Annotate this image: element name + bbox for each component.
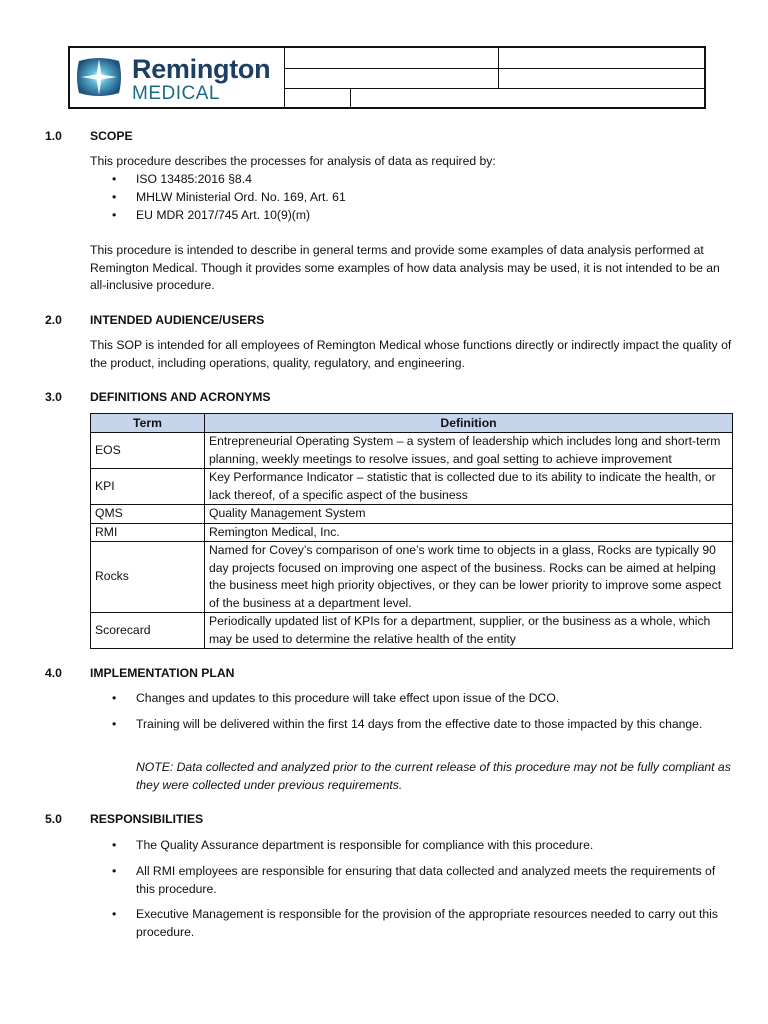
table-row — [91, 523, 733, 542]
term-cell: EOS — [91, 433, 205, 469]
document-header — [68, 46, 706, 109]
definition-cell: Entrepreneurial Operating System – a system of leadership which includes long and short-term planning, weekly meetings to resolve issues, and goal setting to achieve improvement — [205, 433, 733, 469]
implementation-note: NOTE: Data collected and analyzed prior to the current release of this procedure may not be fully compliant as they were collected under previous requirements. — [136, 760, 731, 792]
column-header-definition: Definition — [205, 414, 733, 433]
table-row — [91, 613, 733, 649]
header-grid-line — [350, 88, 351, 107]
header-grid-line — [284, 88, 704, 89]
section-title: DEFINITIONS AND ACRONYMS — [90, 390, 271, 404]
term-cell: Scorecard — [91, 613, 205, 649]
definition-cell: Quality Management System — [205, 505, 733, 524]
table-row — [91, 469, 733, 505]
table-row — [91, 433, 733, 469]
section-number: 3.0 — [45, 390, 62, 404]
column-header-term: Term — [91, 414, 205, 433]
logo-wordmark-secondary: MEDICAL — [132, 83, 220, 104]
definitions-table — [90, 413, 733, 649]
bullet-icon: • — [112, 691, 117, 705]
table-header-row — [91, 414, 733, 433]
section-number: 1.0 — [45, 129, 62, 143]
definition-cell: Periodically updated list of KPIs for a department, supplier, or the business as a whole, which may be used to determine the relative health of the entity — [205, 613, 733, 649]
bullet-icon: • — [112, 190, 117, 204]
bullet-icon: • — [112, 838, 117, 852]
term-cell: QMS — [91, 505, 205, 524]
definition-cell: Key Performance Indicator – statistic that is collected due to its ability to indicate the health, or lack thereof, of a specific aspect of the business — [205, 469, 733, 505]
bullet-icon: • — [112, 172, 117, 186]
header-grid-line — [498, 68, 499, 88]
table-row — [91, 505, 733, 524]
document-page: Remington MEDICAL 1.0 SCOPE This procedure describes the processes for analysis of data as required by: • ISO 13485:2016 §8.4 • MHLW Ministerial Ord. No. 169, Art. 61 • EU MDR 2017/745 Art. 10(9)(m) This procedure is intended to describe in general terms and provide some examples of data analysis performed at Remington Medical. Though it provides some examples of how data analysis may be used, it is not intended to be an all-inclusive procedure. 2.0 INTENDED AUDIENCE/USERS This SOP is intended for all employees of Remington Medical whose functions directly or indirectly impact the quality of the product, including operations, quality, regulatory, and engineering. 3.0 DEFINITIONS AND ACRONYMS Term Definition EOS Entrepreneurial Operating System – a system of leadership which includes long and short-term planning, weekly meetings to resolve issues, and goal setting to achieve improvement KPI Key Performance Indicator – statistic that is collected due to its ability to indicate the health, or lack thereof, of a specific aspect of the business QMS Quality Management System RMI Remington Medical, Inc. Rocks Named for Covey’s comparison of one’s work time to objects in a glass, Rocks are typically 90 day projects focused on improving one aspect of the business. Rocks can be aimed at helping the business meet high priority objectives, or they can be lower priority to improve some aspect of the business at a department level. Scorecard Periodically updated list of KPIs for a department, supplier, or the business as a whole, which may be used to determine the relative health of the entity 4.0 IMPLEMENTATION PLAN • Changes and updates to this procedure will take effect upon issue of the DCO. • Training will be delivered within the first 14 days from the effective date to those impacted by this change. NOTE: Data collected and analyzed prior to the current release of this procedure may not be fully compliant as they were collected under previous requirements. 5.0 RESPONSIBILITIES • The Quality Assurance department is responsible for compliance with this procedure. • All RMI employees are responsible for ensuring that data collected and analyzed meets the requirements of this procedure. • Executive Management is responsible for the provision of the appropriate resources needed to carry out this procedure. — [0, 0, 768, 1024]
section-number: 4.0 — [45, 666, 62, 680]
section-title: RESPONSIBILITIES — [90, 812, 204, 826]
definition-cell: Named for Covey’s comparison of one’s work time to objects in a glass, Rocks are typically 90 day projects focused on improving one aspect of the business. Rocks can be aimed at helping the business meet high priority objectives, or they can be lower priority to improve some aspect of the business at a department level. — [205, 542, 733, 613]
term-cell: KPI — [91, 469, 205, 505]
bullet-icon: • — [112, 864, 117, 878]
term-cell: RMI — [91, 523, 205, 542]
section-number: 5.0 — [45, 812, 62, 826]
header-grid-line — [498, 48, 499, 68]
bullet-icon: • — [112, 907, 117, 921]
company-logo — [70, 48, 285, 107]
section-title: INTENDED AUDIENCE/USERS — [90, 313, 265, 327]
term-cell: Rocks — [91, 542, 205, 613]
definition-cell: Remington Medical, Inc. — [205, 523, 733, 542]
scope-paragraph: This procedure is intended to describe in general terms and provide some examples of data analysis performed at Remington Medical. Though it provides some examples of how data analysis may be used, it is not intended to be an all-inclusive procedure. — [90, 243, 720, 292]
table-row — [91, 542, 733, 613]
section-title: IMPLEMENTATION PLAN — [90, 666, 235, 680]
scope-intro: This procedure describes the processes for analysis of data as required by: — [90, 154, 496, 168]
bullet-icon: • — [112, 717, 117, 731]
audience-paragraph: This SOP is intended for all employees of Remington Medical whose functions directly or indirectly impact the quality of the product, including operations, quality, regulatory, and engineering. — [90, 338, 732, 370]
logo-cross-icon — [75, 53, 123, 101]
logo-wordmark-primary: Remington — [132, 54, 271, 84]
header-grid-line — [284, 68, 704, 69]
section-title: SCOPE — [90, 129, 133, 143]
section-number: 2.0 — [45, 313, 62, 327]
bullet-icon: • — [112, 208, 117, 222]
